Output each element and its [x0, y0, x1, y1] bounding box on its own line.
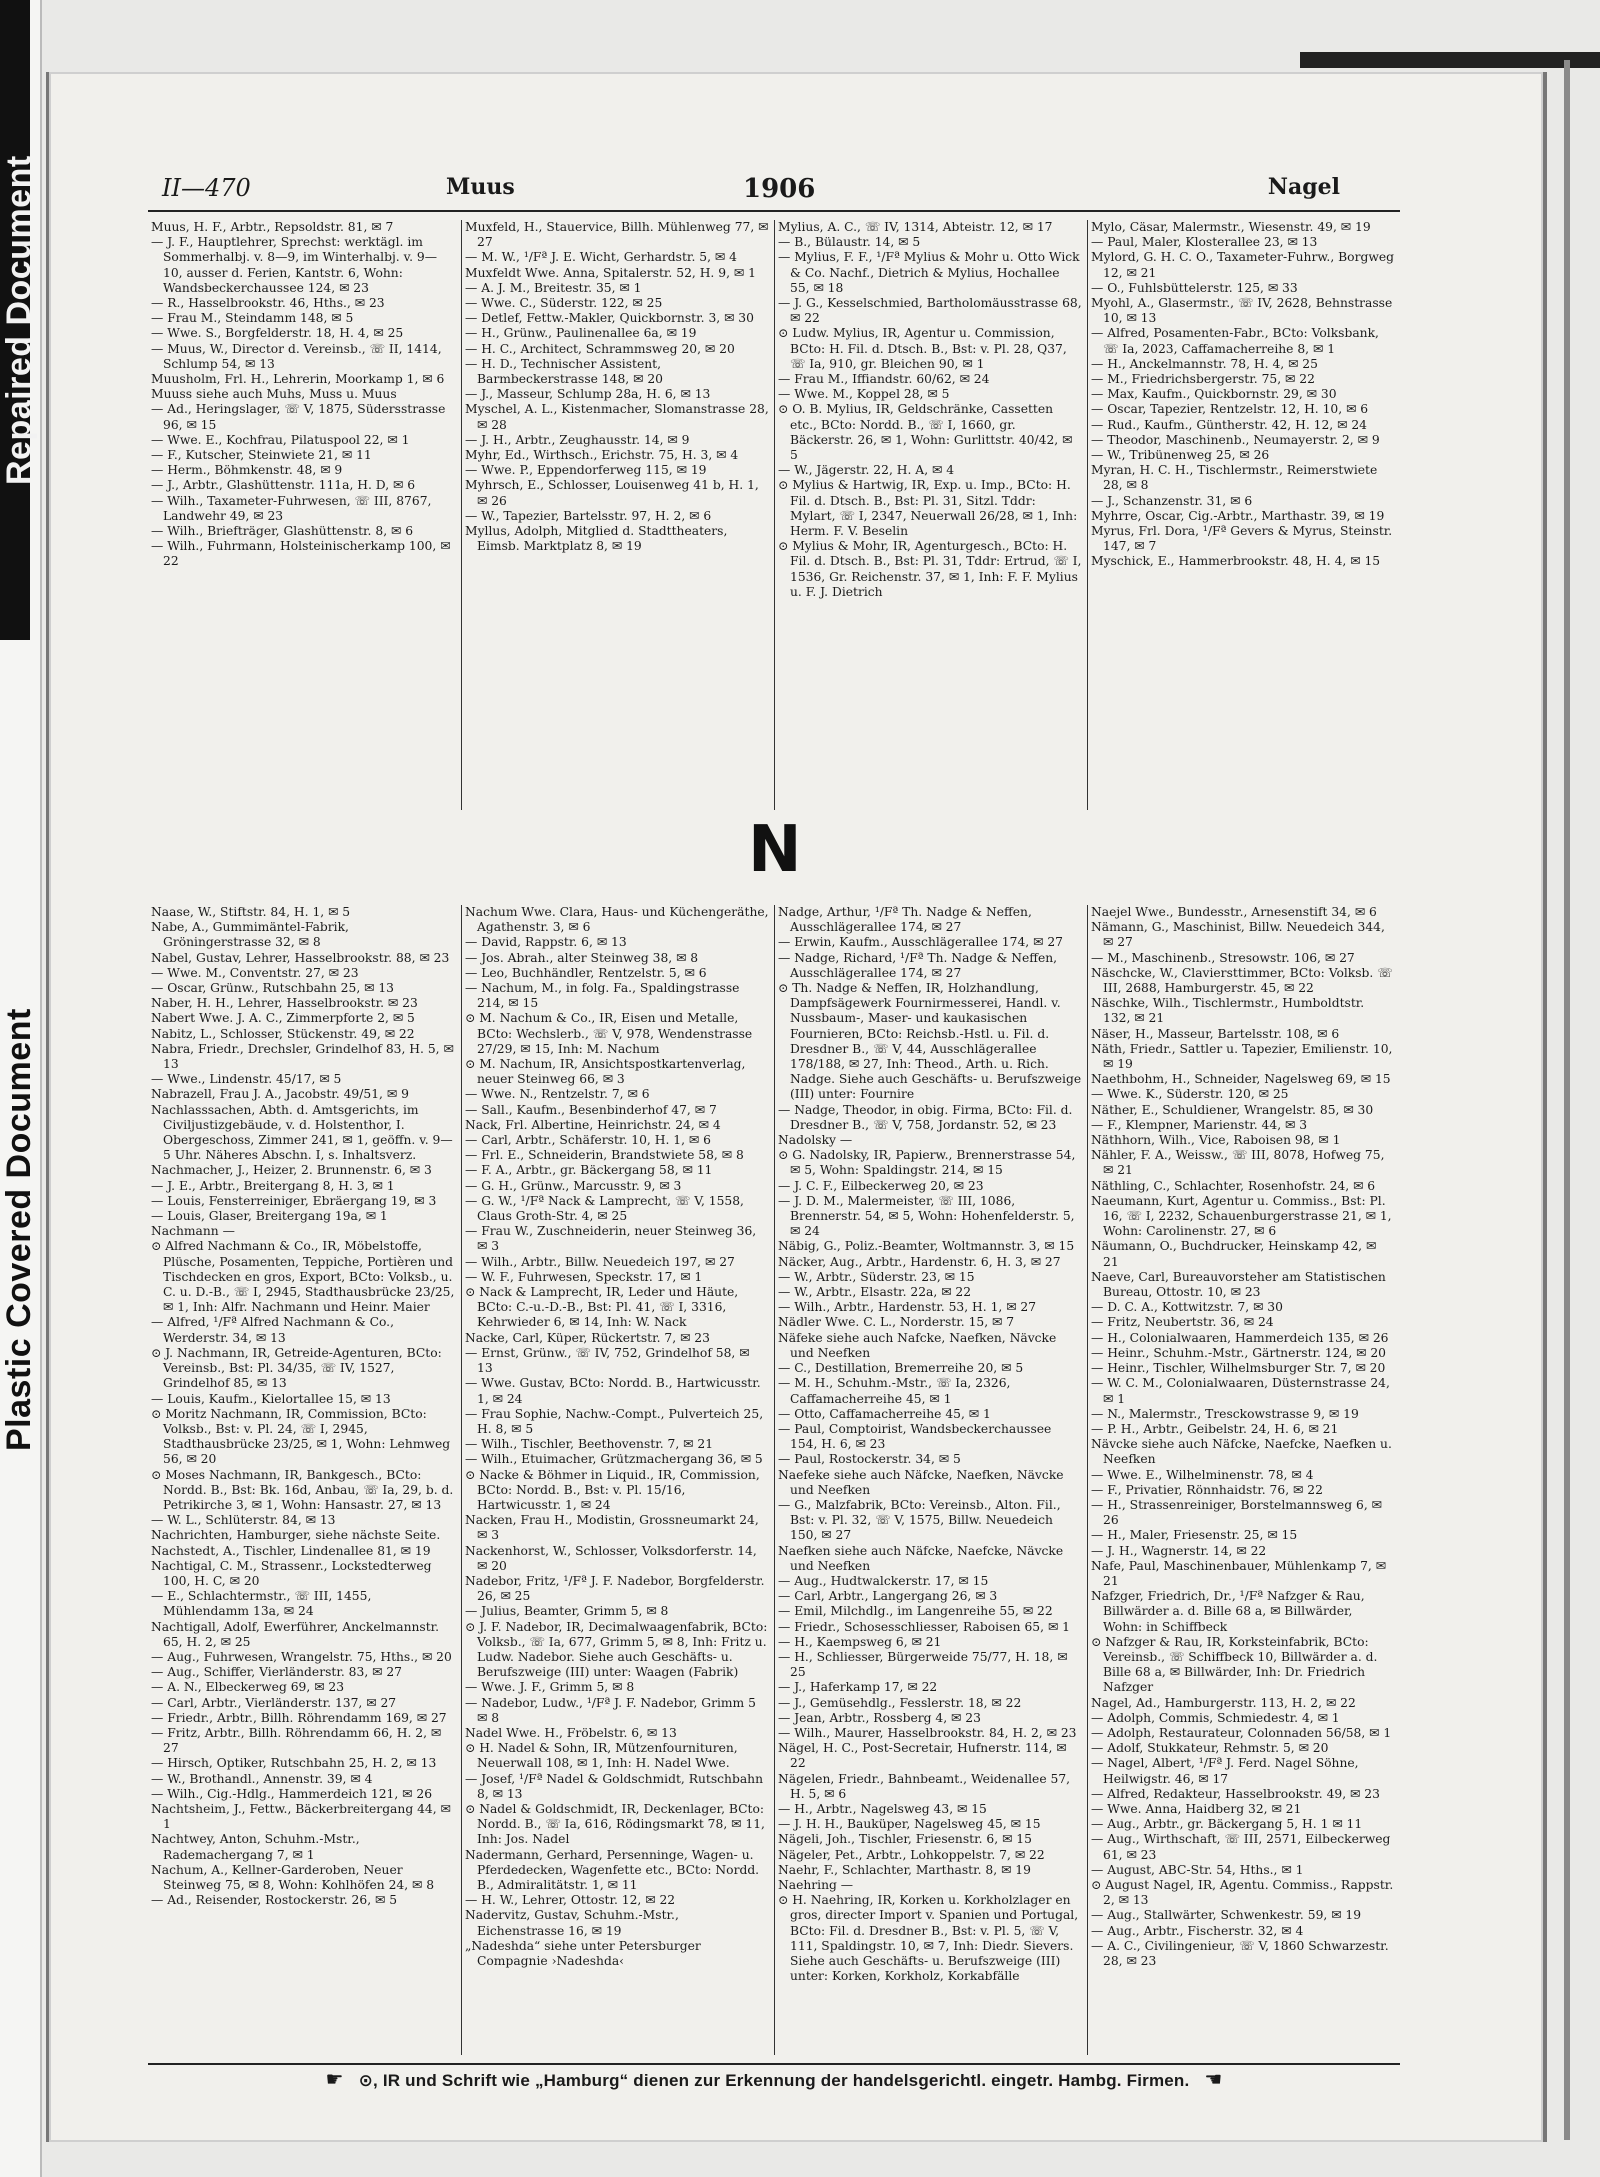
directory-entry: — Wwe., Lindenstr. 45/17, ✉ 5 — [151, 1072, 342, 1087]
directory-entry: — Ad., Heringslager, ☏ V, 1875, Südersstrasse 96, ✉ 15 — [151, 402, 446, 432]
directory-entry: — H., Kaempsweg 6, ✉ 21 — [778, 1634, 942, 1649]
directory-entry: — F., Privatier, Rönnhaidstr. 76, ✉ 22 — [1091, 1482, 1323, 1497]
directory-entry: Naase, W., Stiftstr. 84, H. 1, ✉ 5 — [151, 905, 351, 919]
directory-entry: — Frau M., Steindamm 148, ✉ 5 — [151, 311, 354, 326]
directory-entry: Näthling, C., Schlachter, Rosenhofstr. 24, ✉ 6 — [1091, 1178, 1376, 1193]
directory-entry: — Frau W., Zuschneiderin, neuer Steinweg 36, ✉ 3 — [465, 1224, 757, 1254]
directory-entry: — W., Jägerstr. 22, H. A, ✉ 4 — [778, 463, 955, 478]
pointing-hand-left-icon: ☛ — [325, 2069, 344, 2091]
directory-entry: — Aug., Fuhrwesen, Wrangelstr. 75, Hths., ✉ 20 — [151, 1649, 452, 1664]
directory-entry: — M., Friedrichsbergerstr. 75, ✉ 22 — [1091, 372, 1315, 387]
directory-entry: — David, Rappstr. 6, ✉ 13 — [465, 935, 627, 950]
directory-entry: Nabe, A., Gummimäntel-Fabrik, Gröningerstrasse 32, ✉ 8 — [151, 920, 349, 950]
directory-entry: ⊙ Moritz Nachmann, IR, Commission, BCto: Volksb., Bst: v. Pl. 24, ☏ I, 2945, Stadthausbrücke 23/25, ✉ 1, Wohn: Lehmweg 56, ✉ 20 — [151, 1406, 451, 1467]
directory-entry: ⊙ Ludw. Mylius, IR, Agentur u. Commission, BCto: H. Fil. d. Dtsch. B., Bst: v. Pl. 28, Q37, ☏ Ia, 910, gr. Bleichen 90, ✉ 1 — [778, 326, 1067, 371]
directory-entry: — J., Masseur, Schlump 28a, H. 6, ✉ 13 — [465, 387, 711, 402]
directory-entry: — E., Schlachtermstr., ☏ III, 1455, Mühlendamm 13a, ✉ 24 — [151, 1589, 372, 1619]
directory-entry: Näfeke siehe auch Nafcke, Naefken, Nävcke und Neefken — [778, 1330, 1057, 1360]
directory-entry: Nacke, Carl, Küper, Rückertstr. 7, ✉ 23 — [465, 1330, 710, 1345]
directory-entry: Naehring — — [778, 1878, 854, 1892]
directory-entry: — H. W., Lehrer, Ottostr. 12, ✉ 22 — [465, 1893, 676, 1908]
directory-entry: Nack, Frl. Albertine, Heinrichstr. 24, ✉ 4 — [465, 1117, 721, 1132]
directory-entry: — Josef, ¹/Fª Nadel & Goldschmidt, Rutschbahn 8, ✉ 13 — [465, 1771, 764, 1801]
directory-entry: Nadel Wwe. H., Fröbelstr. 6, ✉ 13 — [465, 1725, 677, 1740]
directory-entry: — Nadge, Theodor, in obig. Firma, BCto: Fil. d. Dresdner B., ☏ V, 758, Jordanstr. 52, ✉ 23 — [778, 1102, 1073, 1132]
directory-entry: Nämann, G., Maschinist, Billw. Neuedeich 344, ✉ 27 — [1091, 920, 1385, 950]
directory-entry: — Wilh., Fuhrmann, Holsteinischerkamp 100, ✉ 22 — [151, 539, 451, 569]
directory-entry: Nachum Wwe. Clara, Haus- und Küchengeräthe, Agathenstr. 3, ✉ 6 — [465, 905, 769, 935]
directory-entry: Näumann, O., Buchdrucker, Heinskamp 42, ✉ 21 — [1091, 1239, 1377, 1269]
directory-entry: Näser, H., Masseur, Bartelsstr. 108, ✉ 6 — [1091, 1026, 1340, 1041]
directory-entry: — Alfred, Redakteur, Hasselbrookstr. 49, ✉ 23 — [1091, 1786, 1380, 1801]
directory-entry: Nägelen, Friedr., Bahnbeamt., Weidenallee 57, H. 5, ✉ 6 — [778, 1771, 1071, 1801]
directory-entry: — R., Hasselbrookstr. 46, Hths., ✉ 23 — [151, 296, 385, 311]
directory-entry: „Nadeshda“ siehe unter Petersburger Compagnie ›Nadeshda‹ — [465, 1938, 701, 1969]
section-n-block — [148, 905, 1400, 2055]
directory-entry: — Aug., Schiffer, Vierländerstr. 83, ✉ 27 — [151, 1665, 403, 1680]
top-column-3 — [774, 220, 1085, 810]
directory-entry: Nävcke siehe auch Näfcke, Naefcke, Naefken u. Neefken — [1091, 1437, 1392, 1467]
directory-entry: — Sall., Kaufm., Besenbinderhof 47, ✉ 7 — [465, 1102, 717, 1117]
bottom-column-3 — [774, 905, 1085, 2055]
top-column-4 — [1087, 220, 1398, 810]
directory-entry: ⊙ Nack & Lamprecht, IR, Leder und Häute, BCto: C.-u.-D.-B., Bst: Pl. 41, ☏ I, 3316, Kehrwieder 6, ✉ 14, Inh: W. Nack — [465, 1285, 739, 1330]
pointing-hand-right-icon: ☚ — [1204, 2069, 1223, 2091]
directory-entry: — Fritz, Neubertstr. 36, ✉ 24 — [1091, 1315, 1274, 1330]
directory-entry: — Wilh., Etuimacher, Grützmachergang 36, ✉ 5 — [465, 1452, 763, 1467]
directory-entry: — Oscar, Grünw., Rutschbahn 25, ✉ 13 — [151, 981, 395, 996]
directory-entry: ⊙ J. F. Nadebor, IR, Decimalwaagenfabrik, BCto: Volksb., ☏ Ia, 677, Grimm 5, ✉ 8, Inh: Fritz u. Ludw. Nadebor. Siehe auch Geschäfts- u. Berufszweige (III) unter: Waagen (Fabrik) — [465, 1619, 768, 1680]
directory-entry: — H., Arbtr., Nagelsweg 43, ✉ 15 — [778, 1801, 987, 1816]
directory-entry: ⊙ J. Nachmann, IR, Getreide-Agenturen, BCto: Vereinsb., Bst: Pl. 34/35, ☏ IV, 1527, Grindelhof 85, ✉ 13 — [151, 1345, 442, 1391]
directory-entry: Naethbohm, H., Schneider, Nagelsweg 69, ✉ 15 — [1091, 1072, 1391, 1087]
directory-entry: Nadermann, Gerhard, Persenninge, Wagen- u. Pferdedecken, Wagenfette etc., BCto: Nordd. B., Admiralitätstr. 1, ✉ 11 — [465, 1847, 760, 1892]
directory-entry: Nähler, F. A., Weissw., ☏ III, 8078, Hofweg 75, ✉ 21 — [1091, 1148, 1385, 1178]
directory-entry: ⊙ M. Nachum & Co., IR, Eisen und Metalle, BCto: Wechslerb., ☏ V, 978, Wendenstrasse 27/29, ✉ 15, Inh: M. Nachum — [465, 1011, 753, 1056]
directory-entry: Nagel, Ad., Hamburgerstr. 113, H. 2, ✉ 22 — [1091, 1695, 1356, 1710]
directory-entry: Myhr, Ed., Wirthsch., Erichstr. 75, H. 3, ✉ 4 — [465, 448, 739, 463]
directory-entry: — Wwe. Anna, Haidberg 32, ✉ 21 — [1091, 1801, 1302, 1816]
directory-entry: Naefken siehe auch Näfcke, Naefcke, Nävcke und Neefken — [778, 1543, 1064, 1573]
directory-entry: — Ad., Reisender, Rostockerstr. 26, ✉ 5 — [151, 1893, 398, 1908]
directory-entry: Mylius, A. C., ☏ IV, 1314, Abteistr. 12, ✉ 17 — [778, 220, 1053, 234]
section-letter: N — [748, 813, 802, 887]
directory-entry: Nachtwey, Anton, Schuhm.-Mstr., Rademachergang 7, ✉ 1 — [151, 1832, 360, 1862]
directory-entry: Näcker, Aug., Arbtr., Hardenstr. 6, H. 3, ✉ 27 — [778, 1254, 1061, 1269]
directory-entry: — W., Brothandl., Annenstr. 39, ✉ 4 — [151, 1771, 373, 1786]
directory-entry: — M., Maschinenb., Stresowstr. 106, ✉ 27 — [1091, 950, 1355, 965]
directory-entry: — Jean, Arbtr., Rossberg 4, ✉ 23 — [778, 1710, 981, 1725]
directory-entry: — Wwe. E., Kochfrau, Pilatuspool 22, ✉ 1 — [151, 432, 410, 447]
footer-note: ⊙, IR und Schrift wie „Hamburg“ dienen zur Erkennung der handelsgerichtl. eingetr. Hambg. Firmen. — [358, 2071, 1190, 2090]
page-header — [148, 170, 1400, 212]
directory-entry: — Adolph, Restaurateur, Colonnaden 56/58, ✉ 1 — [1091, 1725, 1392, 1740]
directory-entry: — Wwe. J. F., Grimm 5, ✉ 8 — [465, 1680, 635, 1695]
directory-entry: Naber, H. H., Lehrer, Hasselbrookstr. ✉ 23 — [151, 996, 418, 1011]
directory-entry: — Nadge, Richard, ¹/Fª Th. Nadge & Neffen, Ausschlägerallee 174, ✉ 27 — [778, 950, 1058, 980]
directory-entry: Näthhorn, Wilh., Vice, Raboisen 98, ✉ 1 — [1091, 1133, 1341, 1148]
directory-entry: Naefeke siehe auch Näfcke, Naefken, Nävcke und Neefken — [778, 1467, 1064, 1497]
directory-entry: — M. W., ¹/Fª J. E. Wicht, Gerhardstr. 5, ✉ 4 — [465, 250, 737, 265]
directory-entry: Nachtigal, C. M., Strassenr., Lockstedterweg 100, H. C, ✉ 20 — [151, 1558, 432, 1588]
directory-entry: Nägel, H. C., Post-Secretair, Hufnerstr. 114, ✉ 22 — [778, 1741, 1067, 1771]
directory-entry: — Aug., Wirthschaft, ☏ III, 2571, Eilbeckerweg 61, ✉ 23 — [1091, 1832, 1391, 1862]
directory-entry: ⊙ Th. Nadge & Neffen, IR, Holzhandlung, Dampfsägewerk Fournirmesserei, Handl. v. Nussbaum-, Maser- und kaukasischen Fournieren, BCto: Reichsb.-Hstl. u. Fil. d. Dresdner B., ☏ V, 44, Ausschlägerallee 178/188, ✉ 27, Inh: Theod., Arth. u. Rich. Nadge. Siehe auch Geschäfts- u. Berufszweige (III) unter: Fournire — [778, 981, 1082, 1102]
directory-entry: Muuss siehe auch Muhs, Muss u. Muus — [151, 387, 397, 402]
directory-entry: Nachlasssachen, Abth. d. Amtsgerichts, im Civiljustizgebäude, v. d. Holstenthor, I. Obergeschoss, Zimmer 241, ✉ 1, geöffn. v. 9—5 Uhr. Näheres Abschn. I, s. Inhaltsverz. — [151, 1102, 453, 1163]
directory-entry: — Wilh., Briefträger, Glashüttenstr. 8, ✉ 6 — [151, 524, 414, 539]
directory-entry: — Herm., Böhmkenstr. 48, ✉ 9 — [151, 463, 343, 478]
directory-entry: Nachmann — — [151, 1224, 235, 1239]
directory-entry: — J., Schanzenstr. 31, ✉ 6 — [1091, 493, 1253, 508]
directory-entry: — Mylius, F. F., ¹/Fª Mylius & Mohr u. Otto Wick & Co. Nachf., Dietrich & Mylius, Hochallee 55, ✉ 18 — [778, 250, 1080, 295]
directory-entry: — Otto, Caffamacherreihe 45, ✉ 1 — [778, 1406, 991, 1421]
directory-entry: — M. H., Schuhm.-Mstr., ☏ Ia, 2326, Caffamacherreihe 45, ✉ 1 — [778, 1376, 1011, 1406]
directory-entry: — Carl, Arbtr., Vierländerstr. 137, ✉ 27 — [151, 1695, 397, 1710]
directory-entry: — Jos. Abrah., alter Steinweg 38, ✉ 8 — [465, 950, 699, 965]
directory-entry: — Aug., Arbtr., gr. Bäckergang 5, H. 1 ✉ 11 — [1091, 1817, 1363, 1832]
directory-entry: — Max, Kaufm., Quickbornstr. 29, ✉ 30 — [1091, 387, 1337, 402]
directory-entry: ⊙ M. Nachum, IR, Ansichtspostkartenverlag, neuer Steinweg 66, ✉ 3 — [465, 1057, 746, 1087]
directory-entry: Nachtigall, Adolf, Ewerführer, Anckelmannstr. 65, H. 2, ✉ 25 — [151, 1619, 440, 1649]
directory-entry: — Erwin, Kaufm., Ausschlägerallee 174, ✉ 27 — [778, 935, 1063, 950]
directory-entry: Nabrazell, Frau J. A., Jacobstr. 49/51, ✉ 9 — [151, 1087, 409, 1102]
directory-entry: Myhrsch, E., Schlosser, Louisenweg 41 b, H. 1, ✉ 26 — [465, 478, 759, 508]
directory-entry: — Friedr., Arbtr., Billh. Röhrendamm 169, ✉ 27 — [151, 1710, 447, 1725]
directory-entry: Myschick, E., Hammerbrookstr. 48, H. 4, ✉ 15 — [1091, 554, 1381, 569]
sheet-edge — [1564, 60, 1570, 2140]
directory-entry: Nachmacher, J., Heizer, 2. Brunnenstr. 6, ✉ 3 — [151, 1163, 432, 1178]
directory-entry: Nägeli, Joh., Tischler, Friesenstr. 6, ✉ 15 — [778, 1832, 1032, 1847]
directory-entry: ⊙ Mylius & Mohr, IR, Agenturgesch., BCto: H. Fil. d. Dtsch. B., Bst: Pl. 31, Tddr: Ertrud, ☏ I, 1536, Gr. Reichenstr. 37, ✉ 1, Inh: F. F. Mylius u. F. J. Dietrich — [778, 539, 1082, 599]
directory-entry: Nabra, Friedr., Drechsler, Grindelhof 83, H. 5, ✉ 13 — [151, 1041, 454, 1072]
directory-entry: ⊙ Alfred Nachmann & Co., IR, Möbelstoffe, Plüsche, Posamenten, Teppiche, Portièren und Tischdecken en gros, Export, BCto: Volksb., u. C. u. D.-B., ☏ I, 2945, Stadthausbrücke 23/25, ✉ 1, Inh: Alfr. Nachmann und Heinr. Maier — [151, 1239, 455, 1315]
directory-entry: Nacken, Frau H., Modistin, Grossneumarkt 24, ✉ 3 — [465, 1513, 759, 1543]
directory-entry: ⊙ H. Nadel & Sohn, IR, Mützenfournituren, Neuerwall 108, ✉ 1, Inh: H. Nadel Wwe. — [465, 1741, 738, 1771]
directory-entry: Näschcke, W., Claviersttimmer, BCto: Volksb. ☏ III, 2688, Hamburgerstr. 45, ✉ 22 — [1091, 965, 1393, 996]
directory-entry: — D. C. A., Kottwitzstr. 7, ✉ 30 — [1091, 1300, 1283, 1315]
directory-entry: — Wwe. P., Eppendorferweg 115, ✉ 19 — [465, 463, 707, 478]
directory-entry: — G. W., ¹/Fª Nack & Lamprecht, ☏ V, 1558, Claus Groth-Str. 4, ✉ 25 — [465, 1193, 744, 1224]
directory-entry: — W., Arbtr., Süderstr. 23, ✉ 15 — [778, 1269, 975, 1284]
directory-entry: Mylord, G. H. C. O., Taxameter-Fuhrw., Borgweg 12, ✉ 21 — [1091, 250, 1395, 280]
directory-entry: — Emil, Milchdlg., im Langenreihe 55, ✉ 22 — [778, 1604, 1053, 1619]
directory-entry: Näbig, G., Poliz.-Beamter, Woltmannstr. 3, ✉ 15 — [778, 1239, 1075, 1254]
directory-entry: ⊙ Nadel & Goldschmidt, IR, Deckenlager, BCto: Nordd. B., ☏ Ia, 616, Rödingsmarkt 78, ✉ 11, Inh: Jos. Nadel — [465, 1801, 765, 1847]
side-label-bottom: Plastic Covered Document — [0, 1008, 38, 1452]
directory-entry: Nabitz, L., Schlosser, Stückenstr. 49, ✉ 22 — [151, 1026, 415, 1041]
directory-entry: — J., Arbtr., Glashüttenstr. 111a, H. D, ✉ 6 — [151, 478, 416, 493]
directory-entry: — Ernst, Grünw., ☏ IV, 752, Grindelhof 58, ✉ 13 — [465, 1345, 750, 1376]
directory-entry: ⊙ Nacke & Böhmer in Liquid., IR, Commission, BCto: Nordd. B., Bst: v. Pl. 15/16, Hartwicusstr. 1, ✉ 24 — [465, 1467, 760, 1512]
directory-entry: — H., Maler, Friesenstr. 25, ✉ 15 — [1091, 1528, 1298, 1543]
directory-entry: — J. E., Arbtr., Breitergang 8, H. 3, ✉ 1 — [151, 1178, 395, 1193]
directory-entry: — Wwe. M., Koppel 28, ✉ 5 — [778, 387, 950, 402]
bottom-column-1 — [148, 905, 459, 2055]
directory-entry: — Aug., Hudtwalckerstr. 17, ✉ 15 — [778, 1573, 989, 1588]
bottom-column-4 — [1087, 905, 1398, 2055]
directory-entry: — F. A., Arbtr., gr. Bäckergang 58, ✉ 11 — [465, 1163, 713, 1178]
directory-entry: — Wwe. K., Süderstr. 120, ✉ 25 — [1091, 1087, 1289, 1102]
directory-entry: ⊙ O. B. Mylius, IR, Geldschränke, Cassetten etc., BCto: Nordd. B., ☏ I, 1660, gr. Bäckerstr. 26, ✉ 1, Wohn: Gurlittstr. 40/42, ✉ 5 — [778, 402, 1073, 463]
directory-entry: — Oscar, Tapezier, Rentzelstr. 12, H. 10, ✉ 6 — [1091, 402, 1369, 417]
directory-entry: ⊙ Mylius & Hartwig, IR, Exp. u. Imp., BCto: H. Fil. d. Dtsch. B., Bst: Pl. 31, Sitzl. Tddr: Mylart, ☏ I, 2347, Neuerwall 26/28, ✉ 1, Inh: Herm. F. V. Beselin — [778, 478, 1078, 539]
directory-entry: — Paul, Maler, Klosterallee 23, ✉ 13 — [1091, 235, 1318, 250]
directory-entry: — J. H. H., Bauküper, Nagelsweg 45, ✉ 15 — [778, 1817, 1041, 1832]
directory-entry: — Detlef, Fettw.-Makler, Quickbornstr. 3, ✉ 30 — [465, 311, 754, 326]
directory-entry: — J. H., Wagnerstr. 14, ✉ 22 — [1091, 1543, 1267, 1558]
directory-entry: Nafe, Paul, Maschinenbauer, Mühlenkamp 7, ✉ 21 — [1091, 1558, 1387, 1588]
directory-entry: — J. F., Hauptlehrer, Sprechst: werktägl. im Sommerhalbj. v. 8—9, im Winterhalbj. v. 9—10, ausser d. Ferien, Kantstr. 6, Wohn: Wandsbeckerchaussee 124, ✉ 23 — [151, 235, 438, 295]
directory-entry: — G., Malzfabrik, BCto: Vereinsb., Alton. Fil., Bst: v. Pl. 32, ☏ V, 1575, Billw. Neuedeich 150, ✉ 27 — [778, 1497, 1061, 1543]
directory-entry: — Hirsch, Optiker, Rutschbahn 25, H. 2, ✉ 13 — [151, 1756, 437, 1771]
directory-entry: — F., Klempner, Marienstr. 44, ✉ 3 — [1091, 1117, 1308, 1132]
directory-entry: Nadebor, Fritz, ¹/Fª J. F. Nadebor, Borgfelderstr. 26, ✉ 25 — [465, 1573, 765, 1604]
side-label-top: Repaired Document — [0, 155, 38, 485]
directory-entry: Nädler Wwe. C. L., Norderstr. 15, ✉ 7 — [778, 1315, 1015, 1330]
directory-entry: Nachum, A., Kellner-Garderoben, Neuer Steinweg 75, ✉ 8, Wohn: Kohlhöfen 24, ✉ 8 — [151, 1862, 435, 1892]
directory-entry: — Wilh., Taxameter-Fuhrwesen, ☏ III, 8767, Landwehr 49, ✉ 23 — [151, 493, 432, 523]
directory-entry: — J. G., Kesselschmied, Bartholomäusstrasse 68, ✉ 22 — [778, 296, 1082, 326]
directory-entry: ⊙ G. Nadolsky, IR, Papierw., Brennerstrasse 54, ✉ 5, Wohn: Spaldingstr. 214, ✉ 15 — [778, 1148, 1076, 1178]
directory-entry: — H., Grünw., Paulinenallee 6a, ✉ 19 — [465, 326, 697, 341]
directory-entry: — Carl, Arbtr., Langergang 26, ✉ 3 — [778, 1589, 998, 1604]
directory-entry: — Wilh., Tischler, Beethovenstr. 7, ✉ 21 — [465, 1437, 714, 1452]
directory-entry: Muxfeldt Wwe. Anna, Spitalerstr. 52, H. 9, ✉ 1 — [465, 265, 756, 280]
directory-entry: — Frau Sophie, Nachw.-Compt., Pulverteich 25, H. 8, ✉ 5 — [465, 1406, 764, 1436]
bottom-column-2 — [461, 905, 772, 2055]
directory-entry: Myrus, Frl. Dora, ¹/Fª Gevers & Myrus, Steinstr. 147, ✉ 7 — [1091, 524, 1393, 554]
directory-entry: — W., Tribünenweg 25, ✉ 26 — [1091, 448, 1270, 463]
directory-entry: — Alfred, ¹/Fª Alfred Nachmann & Co., Werderstr. 34, ✉ 13 — [151, 1315, 394, 1345]
header-first-entry: Muus — [446, 174, 515, 200]
directory-entry: Nabert Wwe. J. A. C., Zimmerpforte 2, ✉ 5 — [151, 1011, 415, 1026]
directory-entry: — W. L., Schlüterstr. 84, ✉ 13 — [151, 1513, 336, 1528]
directory-entry: — W. C. M., Colonialwaaren, Düsternstrasse 24, ✉ 1 — [1091, 1376, 1390, 1406]
directory-entry: — J. C. F., Eilbeckerweg 20, ✉ 23 — [778, 1178, 984, 1193]
top-column-2 — [461, 220, 772, 810]
page-number: II—470 — [162, 174, 251, 202]
directory-entry: Muxfeld, H., Stauervice, Billh. Mühlenweg 77, ✉ 27 — [465, 220, 769, 250]
directory-entry: — H., Strassenreiniger, Borstelmannsweg 6, ✉ 26 — [1091, 1497, 1382, 1528]
directory-entry: — Rud., Kaufm., Güntherstr. 42, H. 12, ✉ 24 — [1091, 417, 1367, 432]
directory-entry: — Nadebor, Ludw., ¹/Fª J. F. Nadebor, Grimm 5 ✉ 8 — [465, 1695, 756, 1725]
directory-entry: — F., Kutscher, Steinwiete 21, ✉ 11 — [151, 448, 372, 463]
directory-entry: — H., Schliesser, Bürgerweide 75/77, H. 18, ✉ 25 — [778, 1649, 1068, 1680]
directory-entry: — Frau M., Iffiandstr. 60/62, ✉ 24 — [778, 372, 990, 387]
top-edge-bar — [1300, 52, 1600, 68]
directory-entry: Myohl, A., Glasermstr., ☏ IV, 2628, Behnstrasse 10, ✉ 13 — [1091, 296, 1393, 326]
side-strip — [0, 0, 42, 2177]
directory-entry: — Leo, Buchhändler, Rentzelstr. 5, ✉ 6 — [465, 965, 707, 980]
directory-entry: — Paul, Rostockerstr. 34, ✉ 5 — [778, 1452, 961, 1467]
directory-entry: — Carl, Arbtr., Schäferstr. 10, H. 1, ✉ 6 — [465, 1133, 711, 1148]
directory-entry: — Louis, Kaufm., Kielortallee 15, ✉ 13 — [151, 1391, 391, 1406]
directory-entry: — W. F., Fuhrwesen, Speckstr. 17, ✉ 1 — [465, 1269, 703, 1284]
directory-entry: — W., Tapezier, Bartelsstr. 97, H. 2, ✉ 6 — [465, 508, 712, 523]
directory-entry: Nackenhorst, W., Schlosser, Volksdorferstr. 14, ✉ 20 — [465, 1543, 757, 1573]
directory-entry: ⊙ Moses Nachmann, IR, Bankgesch., BCto: Nordd. B., Bst: Bk. 16d, Anbau, ☏ Ia, 29, b. d. Petrikirche 3, ✉ 1, Wohn: Hansastr. 27, ✉ 13 — [151, 1467, 454, 1512]
directory-entry: Nachstedt, A., Tischler, Lindenallee 81, ✉ 19 — [151, 1543, 431, 1558]
directory-entry: Nachtsheim, J., Fettw., Bäckerbreitergang 44, ✉ 1 — [151, 1801, 451, 1832]
directory-entry: — A. C., Civilingenieur, ☏ V, 1860 Schwarzestr. 28, ✉ 23 — [1091, 1938, 1389, 1969]
directory-entry: — Heinr., Tischler, Wilhelmsburger Str. 7, ✉ 20 — [1091, 1361, 1386, 1376]
directory-entry: Näther, E., Schuldiener, Wrangelstr. 85, ✉ 30 — [1091, 1102, 1374, 1117]
directory-entry: — Aug., Stallwärter, Schwenkestr. 59, ✉ 19 — [1091, 1908, 1362, 1923]
directory-entry: — Adolf, Stukkateur, Rehmstr. 5, ✉ 20 — [1091, 1741, 1329, 1756]
header-last-entry: Nagel — [1267, 174, 1340, 200]
directory-entry: — J., Gemüsehdlg., Fesslerstr. 18, ✉ 22 — [778, 1695, 1022, 1710]
directory-entry: Naejel Wwe., Bundesstr., Arnesenstift 34, ✉ 6 — [1091, 905, 1377, 919]
directory-entry: — H., Colonialwaaren, Hammerdeich 135, ✉ 26 — [1091, 1330, 1389, 1345]
directory-entry: Nadolsky — — [778, 1133, 853, 1148]
directory-entry: — B., Bülaustr. 14, ✉ 5 — [778, 235, 921, 250]
directory-entry: ⊙ August Nagel, IR, Agentu. Commiss., Rappstr. 2, ✉ 13 — [1091, 1878, 1394, 1908]
directory-entry: — Paul, Comptoirist, Wandsbeckerchaussee 154, H. 6, ✉ 23 — [778, 1421, 1052, 1452]
directory-entry: — Nagel, Albert, ¹/Fª J. Ferd. Nagel Söhne, Heilwigstr. 46, ✉ 17 — [1091, 1756, 1359, 1786]
directory-entry: Muusholm, Frl. H., Lehrerin, Moorkamp 1, ✉ 6 — [151, 372, 445, 387]
directory-entry: Nafzger, Friedrich, Dr., ¹/Fª Nafzger & Rau, Billwärder a. d. Bille 68 a, ✉ Billwärder, Wohn: in Schiffbeck — [1091, 1589, 1365, 1634]
directory-entry: Myhrre, Oscar, Cig.-Arbtr., Marthastr. 39, ✉ 19 — [1091, 508, 1385, 523]
directory-page — [148, 170, 1400, 2100]
directory-entry: — Louis, Fensterreiniger, Ebräergang 19, ✉ 3 — [151, 1193, 437, 1208]
directory-entry: — Alfred, Posamenten-Fabr., BCto: Volksbank, ☏ Ia, 2023, Caffamacherreihe 8, ✉ 1 — [1091, 326, 1379, 356]
directory-entry: Myran, H. C. H., Tischlermstr., Reimerstwiete 28, ✉ 8 — [1091, 463, 1378, 493]
header-year: 1906 — [743, 174, 816, 204]
directory-entry: — Wwe. S., Borgfelderstr. 18, H. 4, ✉ 25 — [151, 326, 404, 341]
directory-entry: — Friedr., Schosesschliesser, Raboisen 65, ✉ 1 — [778, 1619, 1070, 1634]
directory-entry: — J. H., Arbtr., Zeughausstr. 14, ✉ 9 — [465, 432, 690, 447]
directory-entry: — Wwe. E., Wilhelminenstr. 78, ✉ 4 — [1091, 1467, 1314, 1482]
directory-entry: — Fritz, Arbtr., Billh. Röhrendamm 66, H. 2, ✉ 27 — [151, 1725, 442, 1756]
directory-entry: — Wilh., Cig.-Hdlg., Hammerdeich 121, ✉ 26 — [151, 1786, 433, 1801]
section-m-block — [148, 220, 1400, 810]
directory-entry: Naeve, Carl, Bureauvorsteher am Statistischen Bureau, Ottostr. 10, ✉ 23 — [1091, 1269, 1386, 1300]
directory-entry: — Julius, Beamter, Grimm 5, ✉ 8 — [465, 1604, 669, 1619]
directory-entry: — J. D. M., Malermeister, ☏ III, 1086, Brennerstr. 54, ✉ 5, Wohn: Hohenfelderstr. 5, ✉ 24 — [778, 1193, 1075, 1239]
directory-entry: — N., Malermstr., Tresckowstrasse 9, ✉ 19 — [1091, 1406, 1359, 1421]
page-footer — [148, 2063, 1400, 2095]
directory-entry: — Wwe. N., Rentzelstr. 7, ✉ 6 — [465, 1087, 650, 1102]
directory-entry: Nachrichten, Hamburger, siehe nächste Seite. — [151, 1528, 441, 1543]
directory-entry: Näth, Friedr., Sattler u. Tapezier, Emilienstr. 10, ✉ 19 — [1091, 1041, 1393, 1072]
directory-entry: Nabel, Gustav, Lehrer, Hasselbrookstr. 88, ✉ 23 — [151, 950, 450, 965]
directory-entry: Myllus, Adolph, Mitglied d. Stadttheaters, Eimsb. Marktplatz 8, ✉ 19 — [465, 524, 728, 554]
directory-entry: — Louis, Glaser, Breitergang 19a, ✉ 1 — [151, 1209, 388, 1224]
directory-entry: — Wilh., Arbtr., Hardenstr. 53, H. 1, ✉ 27 — [778, 1300, 1037, 1315]
directory-entry: Muus, H. F., Arbtr., Repsoldstr. 81, ✉ 7 — [151, 220, 394, 234]
directory-entry: Naeumann, Kurt, Agentur u. Commiss., Bst: Pl. 16, ☏ I, 2232, Schauenburgerstrasse 21, ✉ 1, Wohn: Carolinenstr. 27, ✉ 6 — [1091, 1193, 1392, 1239]
directory-entry: — H. C., Architect, Schrammsweg 20, ✉ 20 — [465, 341, 735, 356]
directory-entry: — W., Arbtr., Elsastr. 22a, ✉ 22 — [778, 1285, 972, 1300]
directory-entry: — Frl. E., Schneiderin, Brandstwiete 58, ✉ 8 — [465, 1148, 744, 1163]
directory-entry: — Aug., Arbtr., Fischerstr. 32, ✉ 4 — [1091, 1923, 1304, 1938]
directory-entry: — August, ABC-Str. 54, Hths., ✉ 1 — [1091, 1862, 1304, 1877]
directory-entry: — Wwe. C., Süderstr. 122, ✉ 25 — [465, 296, 663, 311]
top-column-1 — [148, 220, 459, 810]
directory-entry: — P. H., Arbtr., Geibelstr. 24, H. 6, ✉ 21 — [1091, 1421, 1339, 1436]
directory-entry: — H., Anckelmannstr. 78, H. 4, ✉ 25 — [1091, 356, 1318, 371]
directory-entry: Nadervitz, Gustav, Schuhm.-Mstr., Eichenstrasse 16, ✉ 19 — [465, 1908, 679, 1938]
directory-entry: Myschel, A. L., Kistenmacher, Slomanstrasse 28, ✉ 28 — [465, 402, 769, 432]
directory-entry: Nägeler, Pet., Arbtr., Lohkoppelstr. 7, ✉ 22 — [778, 1847, 1045, 1862]
directory-entry: — Nachum, M., in folg. Fa., Spaldingstrasse 214, ✉ 15 — [465, 981, 740, 1011]
directory-entry: Naehr, F., Schlachter, Marthastr. 8, ✉ 19 — [778, 1862, 1031, 1877]
directory-entry: — A. N., Elbeckerweg 69, ✉ 23 — [151, 1680, 345, 1695]
directory-entry: — Wwe. Gustav, BCto: Nordd. B., Hartwicusstr. 1, ✉ 24 — [465, 1376, 761, 1406]
directory-entry: — Adolph, Commis, Schmiedestr. 4, ✉ 1 — [1091, 1710, 1340, 1725]
directory-entry: ⊙ Nafzger & Rau, IR, Korksteinfabrik, BCto: Vereinsb., ☏ Schiffbeck 10, Billwärder a. d. Bille 68 a, ✉ Billwärder, Inh: Dr. Friedrich Nafzger — [1091, 1634, 1378, 1695]
directory-entry: — Wilh., Arbtr., Billw. Neuedeich 197, ✉ 27 — [465, 1254, 735, 1269]
directory-entry: — J., Haferkamp 17, ✉ 22 — [778, 1680, 938, 1695]
directory-entry: — O., Fuhlsbüttelerstr. 125, ✉ 33 — [1091, 280, 1298, 295]
directory-entry: — H. D., Technischer Assistent, Barmbeckerstrasse 148, ✉ 20 — [465, 356, 663, 387]
directory-entry: Mylo, Cäsar, Malermstr., Wiesenstr. 49, ✉ 19 — [1091, 220, 1371, 234]
directory-entry: — Muus, W., Director d. Vereinsb., ☏ II, 1414, Schlump 54, ✉ 13 — [151, 341, 442, 371]
directory-entry: — Theodor, Maschinenb., Neumayerstr. 2, ✉ 9 — [1091, 432, 1380, 447]
directory-entry: ⊙ H. Naehring, IR, Korken u. Korkholzlager en gros, directer Import v. Spanien und Portugal, BCto: Fil. d. Dresdner B., Bst: v. Pl. 5, ☏ V, 111, Spaldingstr. 10, ✉ 7, Inh: Diedr. Sievers. Siehe auch Geschäfts- u. Berufszweige (III) unter: Korken, Korkholz, Korkabfälle — [778, 1893, 1079, 1984]
directory-entry: — Wwe. M., Conventstr. 27, ✉ 23 — [151, 965, 359, 980]
directory-entry: — Heinr., Schuhm.-Mstr., Gärtnerstr. 124, ✉ 20 — [1091, 1345, 1386, 1360]
directory-entry: — A. J. M., Breitestr. 35, ✉ 1 — [465, 280, 642, 295]
directory-entry: — Wilh., Maurer, Hasselbrookstr. 84, H. 2, ✉ 23 — [778, 1725, 1077, 1740]
directory-entry: Näschke, Wilh., Tischlermstr., Humboldtstr. 132, ✉ 21 — [1091, 996, 1365, 1026]
directory-entry: Nadge, Arthur, ¹/Fª Th. Nadge & Neffen, Ausschlägerallee 174, ✉ 27 — [778, 905, 1032, 935]
directory-entry: — C., Destillation, Bremerreihe 20, ✉ 5 — [778, 1361, 1024, 1376]
directory-entry: — G. H., Grünw., Marcusstr. 9, ✉ 3 — [465, 1178, 682, 1193]
